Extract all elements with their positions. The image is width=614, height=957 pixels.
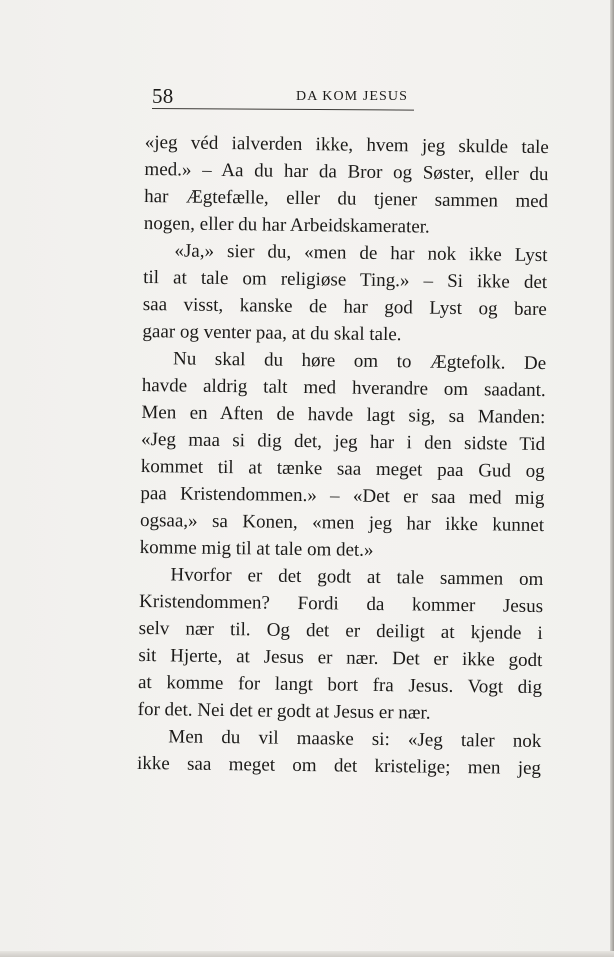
text-line: at komme for langt bort fra Jesus. Vogt dig bbox=[137, 671, 543, 699]
text-line: ikke saa meget om det kristelige; men jeg bbox=[136, 752, 542, 780]
text-line: «Jeg maa si dig det, jeg har i den sidste Tid bbox=[140, 428, 546, 456]
text-line: havde aldrig talt med hverandre om saadant. bbox=[141, 374, 546, 402]
text-line: «jeg véd ialverden ikke, hvem jeg skulde tale bbox=[144, 131, 549, 159]
text-line: sit Hjerte, at Jesus er nær. Det er ikke godt bbox=[138, 644, 543, 672]
text-line: Kristendommen? Fordi da kommer Jesus bbox=[138, 590, 544, 618]
text-line: selv nær til. Og det er deiligt at kjende i bbox=[138, 617, 543, 645]
text-line: kommet til at tænke saa meget paa Gud og bbox=[140, 455, 545, 483]
page-right-edge bbox=[610, 0, 614, 957]
page-header bbox=[152, 84, 414, 109]
text-line: med.» – Aa du har da Bror og Søster, eller du bbox=[144, 158, 549, 186]
page-number: 58 bbox=[152, 84, 174, 108]
text-line: ogsaa,» sa Konen, «men jeg har ikke kunnet bbox=[139, 509, 545, 537]
text-line: Men du vil maaske si: «Jeg taler nok bbox=[168, 726, 542, 753]
body-text bbox=[136, 130, 549, 780]
text-line: saa visst, kanske de har god Lyst og bare bbox=[142, 293, 547, 321]
text-line: til at tale om religiøse Ting.» – Si ikke det bbox=[143, 266, 548, 294]
page-bottom-edge bbox=[0, 951, 614, 957]
text-line: Men en Aften de havde lagt sig, sa Manden: bbox=[141, 401, 546, 429]
text-line: Hvorfor er det godt at tale sammen om bbox=[170, 564, 544, 591]
text-line: Nu skal du høre om to Ægtefolk. De bbox=[172, 348, 547, 375]
running-title: DA KOM JESUS bbox=[296, 89, 408, 104]
text-line: nogen, eller du har Arbeidskamerater. bbox=[143, 212, 430, 238]
text-line: gaar og venter paa, at du skal tale. bbox=[142, 320, 402, 346]
text-line: har Ægtefælle, eller du tjener sammen med bbox=[144, 185, 549, 213]
text-line: komme mig til at tale om det.» bbox=[139, 536, 374, 561]
text-line: «Ja,» sier du, «men de har nok ikke Lyst bbox=[174, 240, 548, 267]
text-line: for det. Nei det er godt at Jesus er nær. bbox=[137, 698, 431, 724]
header-rule bbox=[152, 108, 414, 111]
text-line: paa Kristendommen.» – «Det er saa med mig bbox=[140, 482, 545, 510]
